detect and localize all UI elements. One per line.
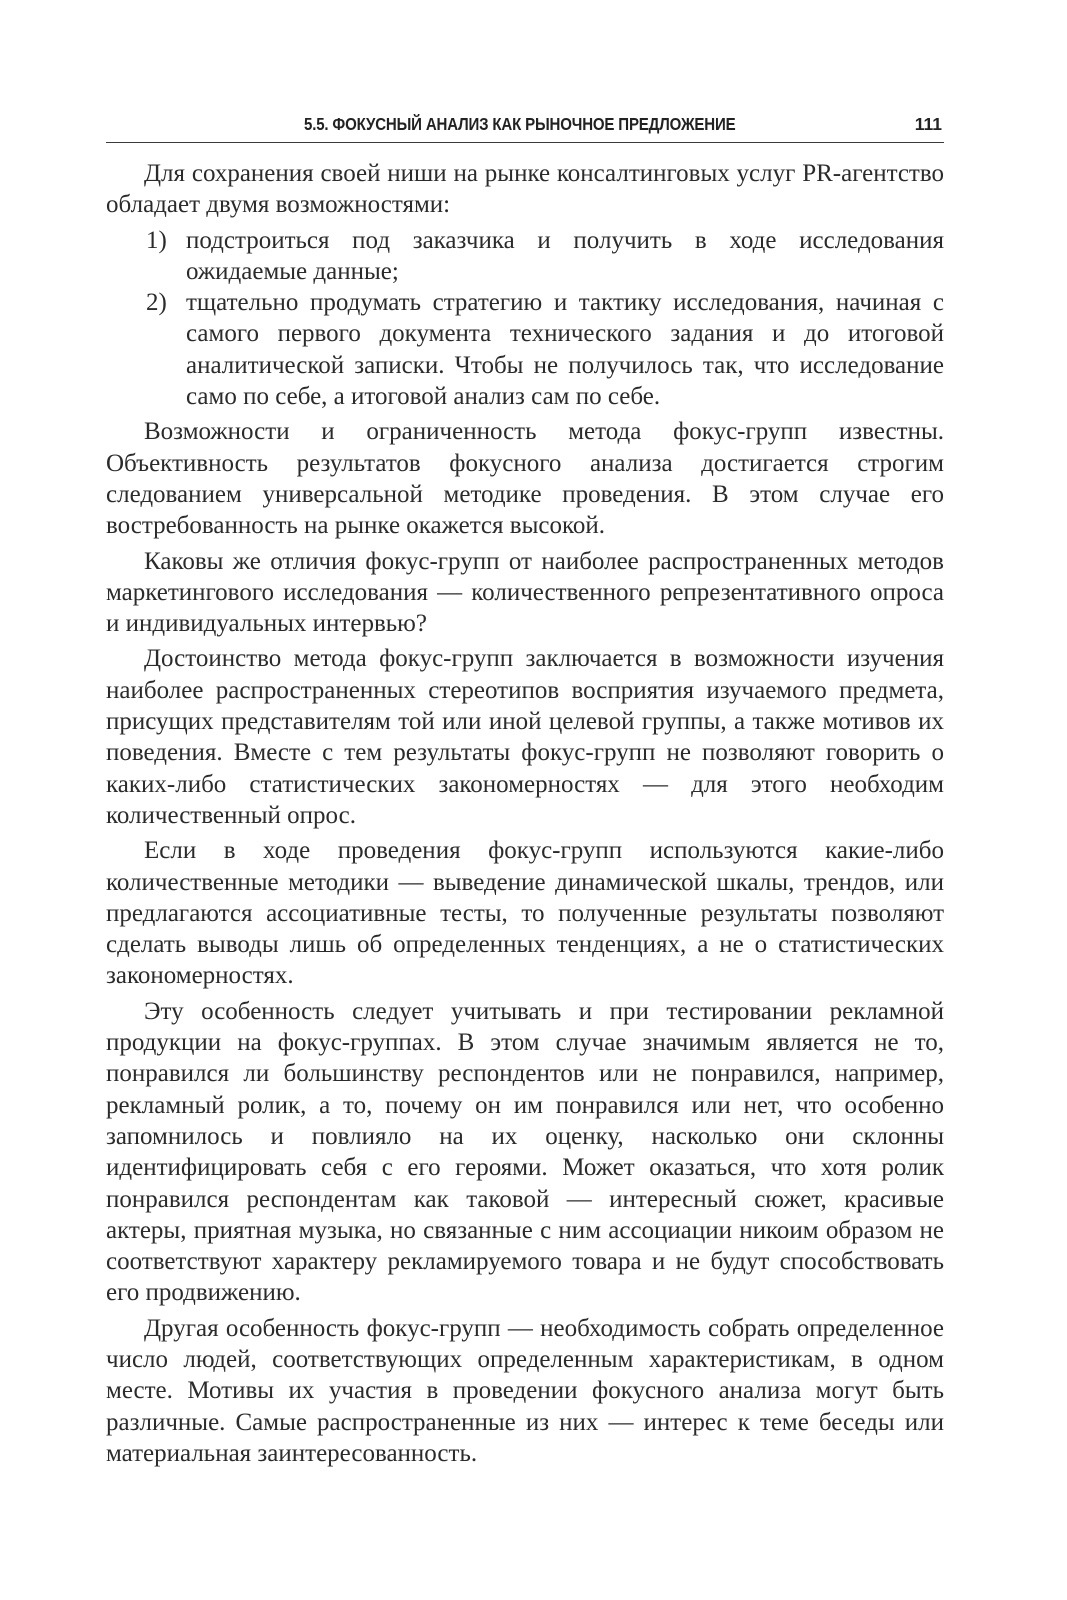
list-item	[106, 225, 944, 288]
options-list	[106, 225, 944, 413]
page-number: 111	[914, 114, 942, 134]
list-item-text: подстроиться под заказчика и получить в ходе исследования ожидаемые данные;	[186, 226, 944, 285]
running-header	[106, 108, 944, 143]
body-text	[106, 158, 944, 1473]
list-marker: 1)	[146, 226, 167, 254]
paragraph: Другая особенность фокус-групп — необходимость собрать определенное число людей, соответствующих определенным характеристикам, в одном месте. Мотивы их участия в проведении фокусного анализа могут быть различные. Самые распространенные из них — интерес к теме беседы или материальная заинтересованность.	[106, 1314, 944, 1467]
paragraph: Эту особенность следует учитывать и при тестировании рекламной продукции на фокус-группах. В этом случае значимым является не то, понравился ли большинству респондентов или не понравился, например, рекламный ролик, а то, почему он им понравился или нет, что особенно запомнилось и повлияло на их оценку, насколько они склонны идентифицировать себя с его героями. Может оказаться, что хотя ролик понравился респондентам как таковой — интересный сюжет, красивые актеры, приятная музыка, но связанные с ним ассоциации никоим образом не соответствуют характеру рекламируемого товара и не будут способствовать его продвижению.	[106, 997, 944, 1307]
paragraph: Если в ходе проведения фокус-групп используются какие-либо количественные методики — выведение динамической шкалы, трендов, или предлагаются ассоциативные тесты, то полученные результаты позволяют сделать выводы лишь об определенных тенденциях, а не о статистических закономерностях.	[106, 837, 944, 990]
paragraph: Возможности и ограниченность метода фокус-групп известны. Объективность результатов фокусного анализа достигается строгим следованием универсальной методике проведения. В этом случае его востребованность на рынке окажется высокой.	[106, 418, 944, 540]
paragraph: Каковы же отличия фокус-групп от наиболее распространенных методов маркетингового исследования — количественного репрезентативного опроса и индивидуальных интервью?	[106, 547, 944, 638]
list-item	[106, 287, 944, 412]
book-page	[106, 0, 944, 1600]
paragraph: Достоинство метода фокус-групп заключается в возможности изучения наиболее распространенных стереотипов восприятия изучаемого предмета, присущих представителям той или иной целевой группы, а также мотивов их поведения. Вместе с тем результаты фокус-групп не позволяют говорить о каких-либо статистических закономерностях — для этого необходим количественный опрос.	[106, 645, 944, 829]
list-marker: 2)	[146, 289, 167, 317]
running-title: 5.5. ФОКУСНЫЙ АНАЛИЗ КАК РЫНОЧНОЕ ПРЕДЛОЖЕНИЕ	[304, 114, 736, 134]
list-item-text: тщательно продумать стратегию и тактику исследования, начиная с самого первого документа технического задания и до итоговой аналитической записки. Чтобы не получилось так, что исследование само по себе, а итоговой анализ сам по себе.	[186, 289, 944, 411]
intro-paragraph: Для сохранения своей ниши на рынке консалтинговых услуг PR-агентство обладает двумя возможностями:	[106, 160, 944, 219]
